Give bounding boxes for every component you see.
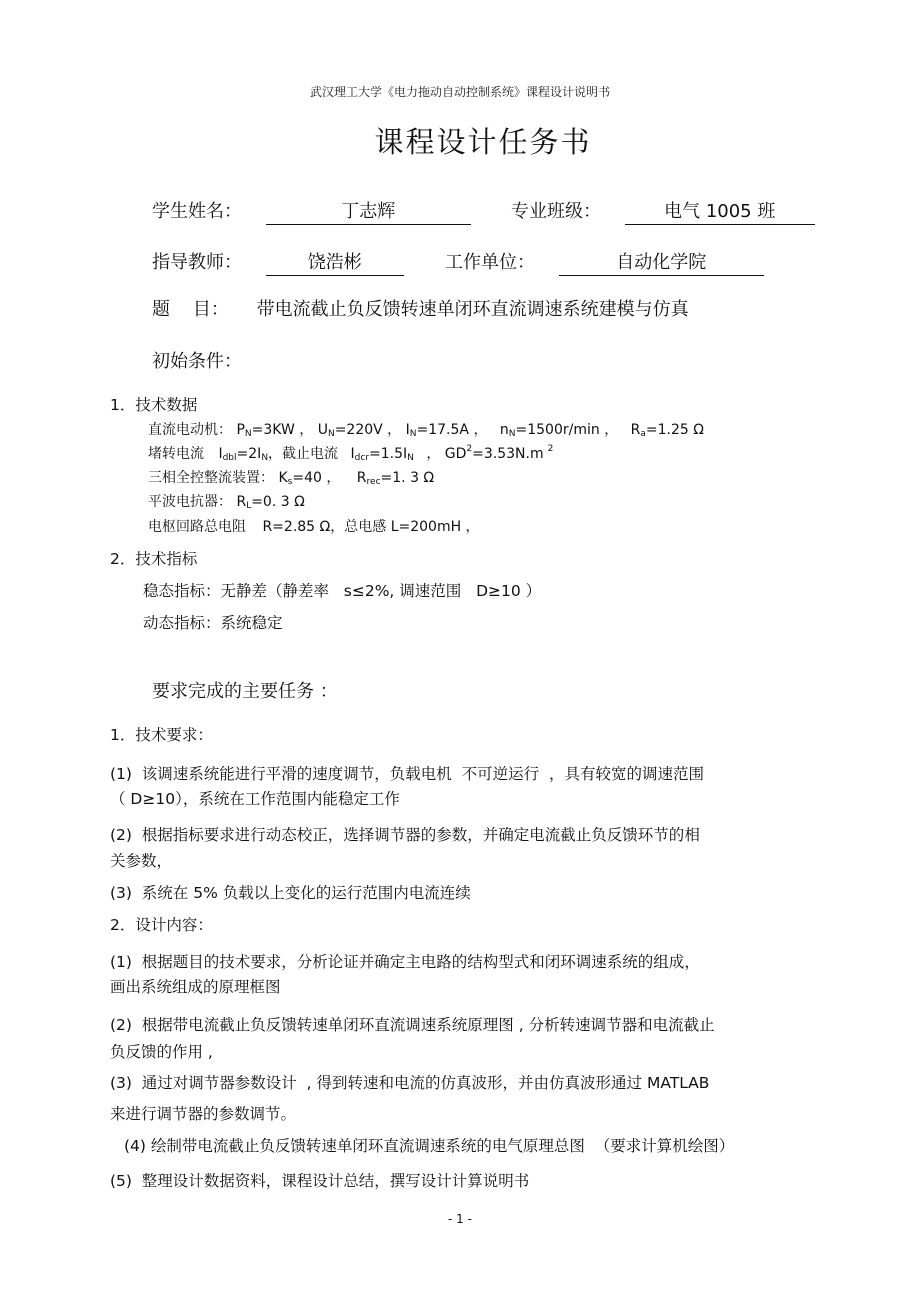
armature-label: 电枢回路总电阻 — [148, 519, 246, 535]
ks-sub: s — [287, 477, 293, 487]
rrec-sub: rec — [366, 477, 381, 487]
ra-value: =1.25 Ω — [645, 422, 704, 438]
design-5: (5) 整理设计数据资料，课程设计总结，撰写设计计算说明书 — [110, 1172, 530, 1190]
req-1-line-1: (1) 该调速系统能进行平滑的速度调节，负载电机 不可逆运行 ，具有较宽的调速范围 — [110, 765, 705, 783]
rectifier-params — [148, 467, 434, 487]
student-row — [152, 197, 471, 225]
un-sub: N — [327, 429, 335, 439]
design-1-line-2: 画出系统组成的原理框图 — [110, 978, 281, 996]
gd-value: =3.53N.m — [472, 446, 544, 462]
stall-label: 堵转电流 — [148, 446, 204, 462]
armature-params — [148, 516, 480, 536]
rrec-value: =1. 3 Ω — [380, 470, 435, 486]
topic-row — [152, 295, 689, 321]
req-2-line-1: (2) 根据指标要求进行动态校正，选择调节器的参数，并确定电流截止负反馈环节的相 — [110, 826, 700, 844]
idbl-sub2: N — [261, 453, 269, 463]
nn-value: =1500r/min ， — [515, 422, 619, 438]
topic-value: 带电流截止负反馈转速单闭环直流调速系统建模与仿真 — [256, 299, 689, 320]
in-value: =17.5A ， — [416, 422, 488, 438]
in-symbol: I — [405, 422, 410, 438]
rrec-symbol: R — [356, 470, 367, 486]
ks-value: =40 ， — [292, 470, 341, 486]
design-2-line-1: (2) 根据带电流截止负反馈转速单闭环直流调速系统原理图 , 分析转速调节器和电流截止 — [110, 1016, 715, 1034]
in-sub: N — [409, 429, 417, 439]
idbl-value: =2I — [236, 446, 262, 462]
idcr-sub: dcr — [354, 453, 370, 463]
dynamic-index: 动态指标：系统稳定 — [143, 614, 283, 632]
design-1-line-1: (1) 根据题目的技术要求，分析论证并确定主电路的结构型式和闭环调速系统的组成， — [110, 953, 700, 971]
requirements-heading: 1．技术要求： — [110, 726, 213, 744]
student-label: 学生姓名： — [152, 201, 242, 222]
idbl-symbol: I — [218, 446, 223, 462]
unit-value: 自动化学院 — [559, 251, 764, 276]
un-symbol: U — [317, 422, 328, 438]
rl-value: =0. 3 Ω — [251, 494, 305, 510]
motor-params — [148, 419, 704, 439]
tech-index-heading: 2．技术指标 — [110, 550, 198, 568]
topic-label: 题 目： — [152, 299, 229, 320]
running-header: 武汉理工大学《电力拖动自动控制系统》课程设计说明书 — [309, 85, 610, 99]
req-1-line-2: （ D≥10），系统在工作范围内能稳定工作 — [110, 790, 400, 808]
tasks-heading: 要求完成的主要任务 ： — [152, 681, 338, 702]
major-row — [511, 197, 815, 225]
inductance-value: L=200mH ， — [390, 519, 480, 535]
ks-symbol: K — [278, 470, 288, 486]
teacher-name: 饶浩彬 — [266, 251, 404, 276]
reactor-label: 平波电抗器： — [148, 494, 232, 510]
gd-sup: 2 — [466, 444, 473, 454]
stall-params — [148, 443, 553, 463]
unit-row — [445, 248, 764, 276]
pn-value: =3KW ， — [251, 422, 314, 438]
un-value: =220V ， — [334, 422, 402, 438]
design-3-line-2: 来进行调节器的参数调节。 — [110, 1105, 297, 1123]
rl-symbol: R — [236, 494, 247, 510]
ra-symbol: R — [630, 422, 641, 438]
gd-sup2: 2 — [547, 444, 554, 454]
idcr-sub2: N — [407, 453, 414, 463]
idcr-symbol: I — [350, 446, 355, 462]
req-2-line-2: 关参数， — [110, 852, 173, 870]
major-label: 专业班级： — [511, 201, 601, 222]
design-3-line-1: (3) 通过对调节器参数设计 , 得到转速和电流的仿真波形，并由仿真波形通过 MATLAB — [110, 1074, 710, 1092]
armature-resistance: R=2.85 Ω — [262, 519, 331, 535]
gd-symbol: ， GD — [426, 446, 467, 462]
major-value: 电气 1005 班 — [625, 200, 815, 225]
req-3: (3) 系统在 5% 负载以上变化的运行范围内电流连续 — [110, 884, 471, 902]
cutoff-label: ，截止电流 — [268, 446, 339, 462]
steady-state-index: 稳态指标：无静差（静差率 s≤2%, 调速范围 D≥10 ） — [143, 582, 542, 600]
design-2-line-2: 负反馈的作用 , — [110, 1043, 213, 1061]
nn-sub: N — [508, 429, 516, 439]
rectifier-label: 三相全控整流装置： — [148, 470, 274, 486]
reactor-params — [148, 491, 305, 511]
pn-symbol: P — [236, 422, 245, 438]
nn-symbol: n — [499, 422, 509, 438]
inductance-label: ，总电感 — [330, 519, 387, 535]
tech-data-heading: 1．技术数据 — [110, 396, 198, 414]
rl-sub: L — [246, 501, 252, 511]
teacher-row — [152, 248, 404, 276]
page-title: 课程设计任务书 — [374, 125, 592, 159]
student-name: 丁志辉 — [266, 200, 471, 225]
teacher-label: 指导教师： — [152, 252, 242, 273]
idbl-sub: dbl — [222, 453, 237, 463]
motor-label: 直流电动机： — [148, 422, 232, 438]
pn-sub: N — [244, 429, 252, 439]
page-number: - 1 - — [448, 1212, 472, 1226]
design-heading: 2．设计内容： — [110, 916, 213, 934]
unit-label: 工作单位： — [445, 252, 535, 273]
initial-conditions-label: 初始条件： — [152, 351, 242, 372]
design-4: (4) 绘制带电流截止负反馈转速单闭环直流调速系统的电气原理总图 （要求计算机绘图） — [124, 1137, 735, 1155]
ra-sub: a — [640, 429, 646, 439]
idcr-value: =1.5I — [369, 446, 408, 462]
